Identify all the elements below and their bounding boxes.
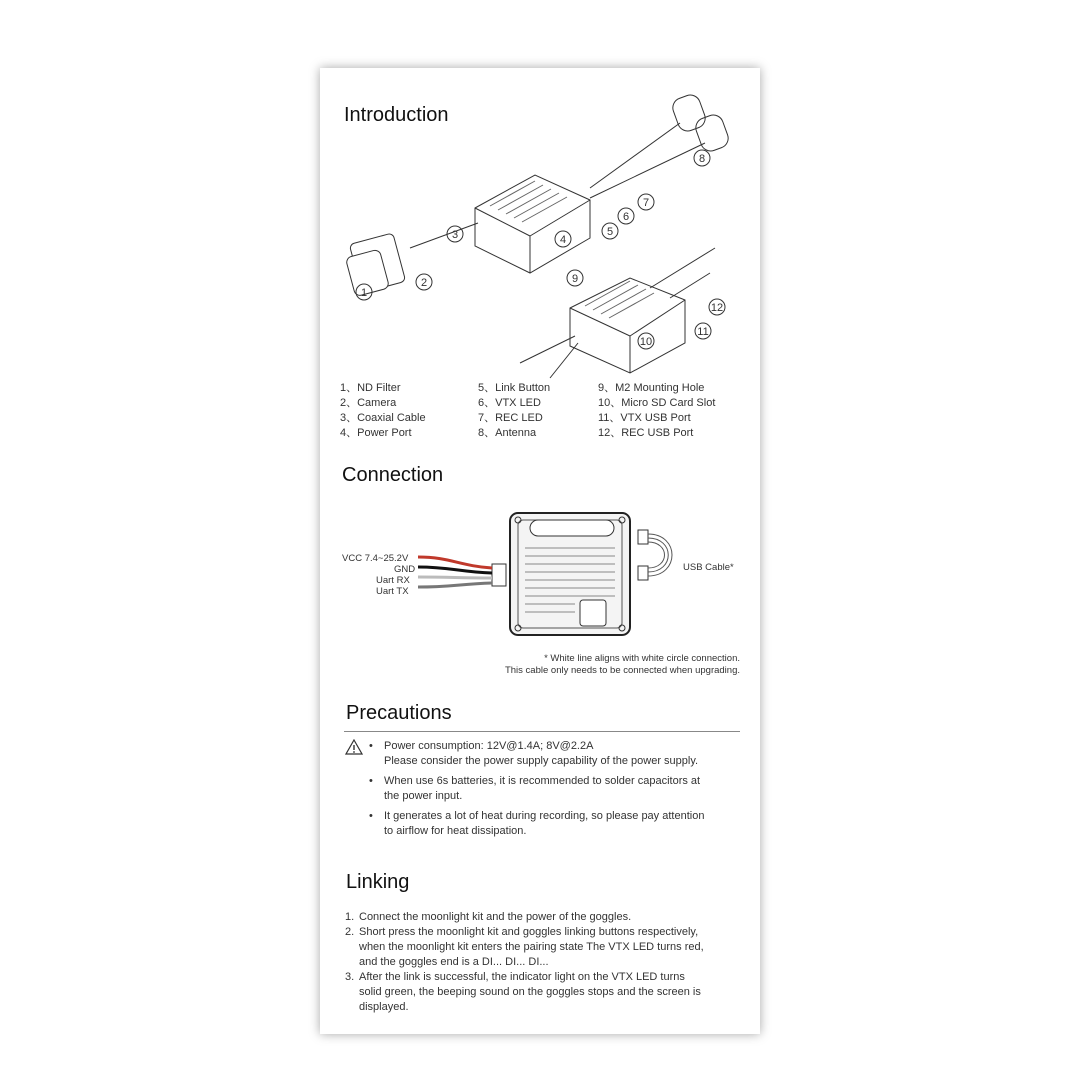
svg-text:6: 6 bbox=[622, 211, 630, 223]
connection-note-line-1: * White line aligns with white circle connection. bbox=[544, 653, 740, 664]
antenna-2 bbox=[693, 112, 731, 154]
linking-step: 1. Connect the moonlight kit and the power of the goggles. bbox=[345, 911, 632, 923]
svg-text:8: 8 bbox=[698, 153, 706, 165]
svg-text:2: 2 bbox=[420, 277, 428, 289]
svg-text:10: 10 bbox=[639, 336, 653, 348]
warning-icon bbox=[345, 739, 363, 755]
part-label: 2、Camera bbox=[340, 397, 397, 409]
wire-label-gnd: GND bbox=[394, 564, 416, 575]
uart-tx-wire bbox=[418, 583, 492, 587]
part-label: 1、ND Filter bbox=[340, 382, 401, 394]
connection-note bbox=[505, 653, 740, 677]
part-label: 4、Power Port bbox=[340, 427, 412, 439]
part-label: 8、Antenna bbox=[478, 427, 537, 439]
parts-column-1 bbox=[340, 381, 426, 441]
linking-heading: Linking bbox=[346, 871, 410, 893]
part-label: 6、VTX LED bbox=[478, 397, 541, 409]
precautions-list bbox=[366, 739, 746, 844]
manual-page bbox=[320, 68, 760, 1034]
antenna-1 bbox=[670, 92, 708, 134]
part-label: 9、M2 Mounting Hole bbox=[598, 382, 705, 394]
connection-heading: Connection bbox=[342, 464, 444, 486]
connection-note-line-2: This cable only needs to be connected when upgrading. bbox=[504, 665, 740, 676]
svg-text:12: 12 bbox=[710, 302, 724, 314]
sd-slot bbox=[580, 600, 606, 626]
linking-step: 3. After the link is successful, the indicator light on the VTX LED turns solid green, the beeping sound on the goggles stops and the screen is displayed. bbox=[345, 971, 701, 1013]
svg-text:1: 1 bbox=[360, 287, 368, 299]
power-connector bbox=[492, 564, 506, 586]
precautions-heading: Precautions bbox=[346, 702, 452, 724]
part-label: 11、VTX USB Port bbox=[598, 412, 691, 424]
part-label: 12、REC USB Port bbox=[598, 427, 694, 439]
svg-text:7: 7 bbox=[642, 197, 650, 209]
svg-text:3: 3 bbox=[451, 229, 459, 241]
introduction-diagram bbox=[320, 88, 760, 418]
uart-rx-wire bbox=[418, 577, 492, 578]
wire-label-vcc: VCC 7.4~25.2V bbox=[342, 553, 409, 564]
parts-column-2 bbox=[478, 381, 550, 441]
precaution-item: • When use 6s batteries, it is recommended to solder capacitors at the power input. bbox=[366, 774, 746, 804]
part-label: 7、REC LED bbox=[478, 412, 543, 424]
wire-label-uart-tx: Uart TX bbox=[376, 586, 409, 597]
precautions-divider bbox=[344, 731, 740, 732]
part-label: 3、Coaxial Cable bbox=[340, 412, 426, 424]
svg-text:11: 11 bbox=[697, 326, 709, 338]
part-label: 5、Link Button bbox=[478, 382, 551, 394]
wire-label-uart-rx: Uart RX bbox=[376, 575, 410, 586]
svg-text:9: 9 bbox=[571, 273, 579, 285]
part-label: 10、Micro SD Card Slot bbox=[598, 397, 716, 409]
parts-column-3 bbox=[598, 381, 715, 441]
precaution-item: • Power consumption: 12V@1.4A; 8V@2.2A Please consider the power supply capability of the power supply. bbox=[366, 739, 746, 769]
vtx-box-2 bbox=[570, 278, 685, 373]
linking-steps bbox=[345, 910, 745, 1015]
introduction-heading: Introduction bbox=[344, 104, 449, 126]
usb-cable-label: USB Cable* bbox=[683, 562, 734, 573]
svg-text:4: 4 bbox=[559, 234, 567, 246]
vtx-box-1 bbox=[475, 175, 590, 273]
svg-text:5: 5 bbox=[606, 226, 614, 238]
precaution-item: • It generates a lot of heat during recording, so please pay attention to airflow for heat dissipation. bbox=[366, 809, 746, 839]
linking-step: 2. Short press the moonlight kit and goggles linking buttons respectively, when the moonlight kit enters the pairing state The VTX LED turns red, and the goggles end is a DI... DI... DI... bbox=[345, 926, 704, 968]
